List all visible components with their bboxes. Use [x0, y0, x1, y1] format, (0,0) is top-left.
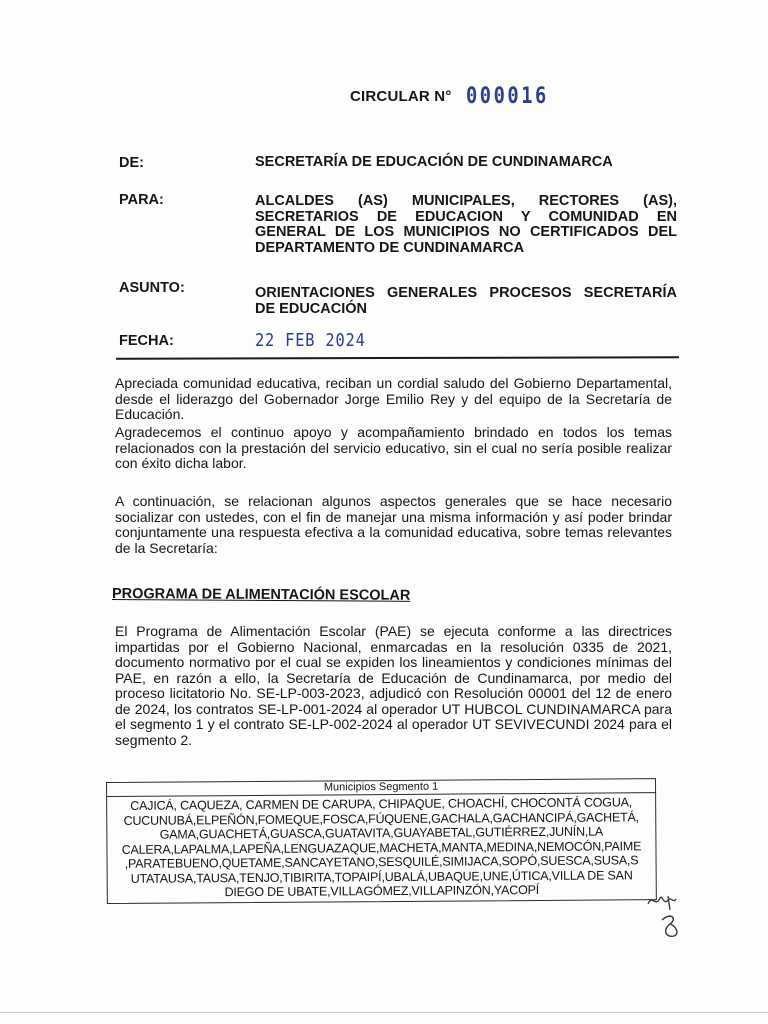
municipios-table-header: Municipios Segmento 1 — [107, 779, 655, 797]
section-title: PROGRAMA DE ALIMENTACIÓN ESCOLAR — [111, 586, 411, 604]
subject-line: ORIENTACIONES GENERALES PROCESOS SECRETARÍA — [255, 285, 677, 301]
handwritten-initials — [640, 890, 700, 945]
to-line: SECRETARIOS DE EDUCACION Y COMUNIDAD EN — [255, 208, 677, 225]
date-label: FECHA: — [119, 333, 174, 349]
scan-edge-line — [0, 1012, 768, 1013]
paragraph-pae: El Programa de Alimentación Escolar (PAE) se ejecuta conforme a las directrices impartidas por el Gobierno Nacional, enmarcadas en la resolución 0335 de 2021, documento normativo por el cual se expiden los lineamientos y condiciones mínimas del PAE, en razón a ello, la Secretaría de Educación de Cundinamarca, por medio del proceso licitatorio No. SE-LP-003-2023, adjudicó con Resolución 00001 del 12 de enero de 2024, los contratos SE-LP-001-2024 al operador UT HUBCOL CUNDINAMARCA para el segmento 1 y el contrato SE-LP-002-2024 al operador UT SEVIVECUNDI 2024 para el segmento 2. — [115, 623, 672, 748]
to-line: DEPARTAMENTO DE CUNDINAMARCA — [255, 239, 525, 256]
header-divider — [116, 356, 679, 359]
to-line: GENERAL DE LOS MUNICIPIOS NO CERTIFICADOS DEL — [255, 224, 677, 240]
paragraph-intro: A continuación, se relacionan algunos aspectos generales que se hace necesario socializar con ustedes, con el fin de manejar una misma información y así poder brindar conjuntamente una respuesta efectiva a la comunidad educativa, sobre temas relevantes de la Secretaría: — [115, 493, 672, 556]
paragraph-thanks: Agradecemos el continuo apoyo y acompañamiento brindado en todos los temas relacionados con la prestación del servicio educativo, sin el cual no sería posible realizar con éxito dicha labor. — [115, 424, 672, 471]
paragraph-greeting: Apreciada comunidad educativa, reciban un cordial saludo del Gobierno Departamental, desde el liderazgo del Gobernador Jorge Emilio Rey y del equipo de la Secretaría de Educación. — [115, 375, 672, 422]
to-label: PARA: — [119, 192, 164, 208]
municipios-table — [106, 778, 657, 904]
subject-label: ASUNTO: — [119, 280, 185, 296]
from-label: DE: — [119, 155, 144, 171]
circular-label: CIRCULAR N° — [350, 88, 452, 105]
to-value — [255, 194, 677, 256]
to-line: ALCALDES (AS) MUNICIPALES, RECTORES (AS), — [255, 193, 677, 209]
subject-value — [255, 286, 677, 317]
from-value: SECRETARÍA DE EDUCACIÓN DE CUNDINAMARCA — [255, 154, 613, 170]
municipios-list: CAJICÁ, CAQUEZA, CARMEN DE CARUPA, CHIPAQUE, CHOACHÍ, CHOCONTÁ COGUA, CUCUNUBÁ,ELPEÑÓN,FOMEQUE,FOSCA,FÚQUENE,GACHALA,GACHANCIPÁ,GACHETÁ, GAMA,GUACHETÁ,GUASCA,GUATAVITA,GUAYABETAL,GUTIÉRREZ,JUNÍN,LA CALERA,LAPALMA,LAPEÑA,LENGUAZAQUE,MACHETA,MANTA,MEDINA,NEMOCÓN,PAIME ,PARATEBUENO,QUETAME,SANCAYETANO,SESQUILÉ,SIMIJACA,SOPÓ,SUESCA,SUSA,S UTATAUSA,TAUSA,TENJO,TIBIRITA,TOPAIPÍ,UBALÁ,UBAQUE,UNE,ÚTICA,VILLA DE SAN DIEGO DE UBATE,VILLAGÓMEZ,VILLAPINZÓN,YACOPÍ — [121, 795, 642, 900]
circular-title — [350, 84, 563, 109]
subject-line: DE EDUCACIÓN — [255, 300, 367, 317]
date-stamp: 22 FEB 2024 — [255, 330, 366, 351]
circular-number-stamp: 000016 — [465, 84, 549, 109]
